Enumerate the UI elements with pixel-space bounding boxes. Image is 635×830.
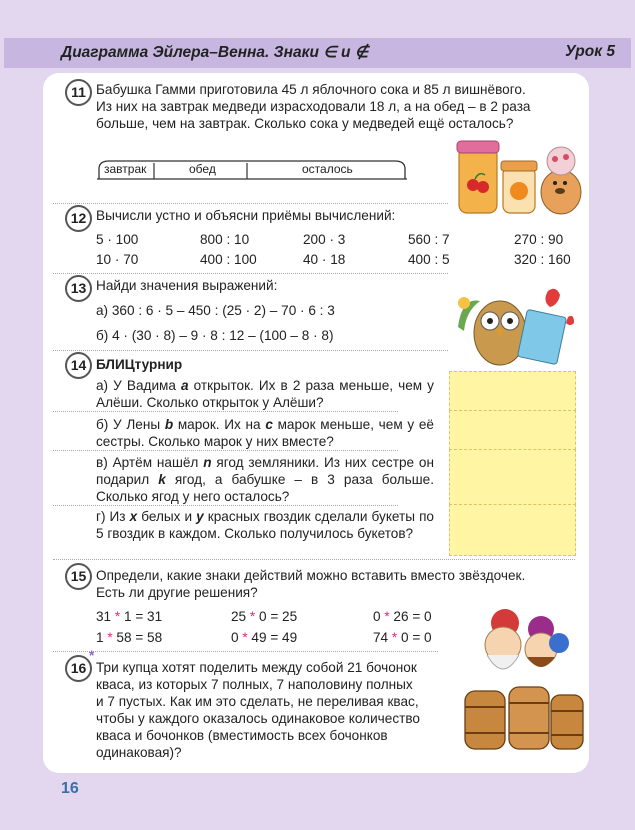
task11-line-1: Бабушка Гамми приготовила 45 л яблочного сока и 85 л вишнёвого. xyxy=(96,82,526,97)
star-placeholder: * xyxy=(114,609,121,624)
variable: b xyxy=(164,417,174,432)
variable: a xyxy=(181,378,189,393)
divider xyxy=(53,203,448,204)
task-number-16: 16 xyxy=(65,655,92,682)
task-number-11: 11 xyxy=(65,79,92,106)
task12-expr: 270 : 90 xyxy=(514,232,564,247)
page-number: 16 xyxy=(61,780,79,797)
star-placeholder: * xyxy=(391,630,398,645)
variable: k xyxy=(158,472,166,487)
star-placeholder: * xyxy=(242,630,248,645)
star-placeholder: * xyxy=(107,630,113,645)
task15-equation: 0 * 49 = 49 xyxy=(231,630,298,645)
honey-jars-illustration xyxy=(453,137,583,219)
task12-expr: 400 : 5 xyxy=(408,252,450,267)
diagram-label-lunch: обед xyxy=(189,162,216,176)
star-placeholder: * xyxy=(384,609,390,624)
diagram-label-breakfast: завтрак xyxy=(104,162,147,176)
task-number-12: 12 xyxy=(65,205,92,232)
lesson-title: Диаграмма Эйлера–Венна. Знаки ∈ и ∉ xyxy=(61,44,369,61)
lesson-header xyxy=(4,38,631,68)
task16-line-1: Три купца хотят поделить между собой 21 бочонок xyxy=(96,660,417,675)
task12-expr: 320 : 160 xyxy=(514,252,571,267)
task16-line-4: чтобы у каждого оказалось одинаковое количество xyxy=(96,711,420,726)
task12-expr: 10 · 70 xyxy=(96,252,139,267)
task12-expr: 400 : 100 xyxy=(200,252,257,267)
variable: c xyxy=(265,417,273,432)
task15-equation: 74 * 0 = 0 xyxy=(373,630,432,645)
task11-line-3: больше, чем на завтрак. Сколько сока у медведей ещё осталось? xyxy=(96,116,514,131)
task15-equation: 1 * 58 = 58 xyxy=(96,630,163,645)
task13-title: Найди значения выражений: xyxy=(96,278,278,293)
task-number-15: 15 xyxy=(65,563,92,590)
task12-expr: 5 · 100 xyxy=(96,232,139,247)
divider xyxy=(53,651,438,652)
answer-box-c xyxy=(449,449,576,505)
lesson-number: Урок 5 xyxy=(565,43,615,60)
divider xyxy=(53,273,448,274)
divider xyxy=(53,411,398,412)
task-number-13: 13 xyxy=(65,275,92,302)
divider xyxy=(53,559,575,560)
task16-line-5: кваса и бочонков (вместимость всех бочонков xyxy=(96,728,388,743)
owl-illustration xyxy=(450,287,575,367)
star-placeholder: * xyxy=(249,609,256,624)
task16-line-6: одинаковая)? xyxy=(96,745,182,760)
task14-title: БЛИЦтурнир xyxy=(96,357,183,372)
variable: x xyxy=(129,509,138,524)
task14-item-a: а) У Вадима a открыток. Их в 2 раза меньше, чем у Алёши. Сколько открыток у Алёши? xyxy=(96,378,434,410)
task12-expr: 560 : 7 xyxy=(408,232,450,247)
task14-item-b: б) У Лены b марок. Их на c марок меньше, чем у её сестры. Сколько марок у них вместе? xyxy=(96,417,434,449)
divider xyxy=(53,450,398,451)
merchants-barrels-illustration xyxy=(457,603,585,758)
divider xyxy=(53,505,398,506)
hard-task-mark: * xyxy=(89,648,95,663)
answer-box-b xyxy=(449,410,576,450)
task15-title-line-2: Есть ли другие решения? xyxy=(96,585,258,600)
task15-equation: 0 * 26 = 0 xyxy=(373,609,432,624)
task11-line-2: Из них на завтрак медведи израсходовали 18 л, а на обед – в 2 раза xyxy=(96,99,531,114)
task15-equation: 25 * 0 = 25 xyxy=(231,609,298,624)
diagram-label-remaining: осталось xyxy=(302,162,353,176)
answer-box-a xyxy=(449,371,576,411)
task12-title: Вычисли устно и объясни приёмы вычислений: xyxy=(96,208,396,223)
task13-expr-a: а) 360 : 6 · 5 – 450 : (25 · 2) – 70 · 6 : 3 xyxy=(96,303,335,318)
task13-expr-b: б) 4 · (30 · 8) – 9 · 8 : 12 – (100 – 8 · 8) xyxy=(96,328,334,343)
task16-line-2: кваса, из которых 7 полных, 7 наполовину полных xyxy=(96,677,413,692)
task15-equation: 31 * 1 = 31 xyxy=(96,609,163,624)
task16-line-3: и 7 пустых. Как им это сделать, не переливая квас, xyxy=(96,694,419,709)
variable: n xyxy=(203,455,212,470)
task-number-14: 14 xyxy=(65,352,92,379)
task12-expr: 200 · 3 xyxy=(303,232,346,247)
task12-expr: 40 · 18 xyxy=(303,252,346,267)
task12-expr: 800 : 10 xyxy=(200,232,250,247)
variable: y xyxy=(196,509,204,524)
divider xyxy=(53,350,448,351)
task14-item-c: в) Артём нашёл n ягод земляники. Из них сестре он подарил k ягод, а бабушке – в 3 раза больше. Сколько ягод у него осталось? xyxy=(96,455,434,504)
answer-box-d xyxy=(449,504,576,556)
task15-title-line-1: Определи, какие знаки действий можно вставить вместо звёздочек. xyxy=(96,568,526,583)
task14-item-d: г) Из x белых и y красных гвоздик сделали букеты по 5 гвоздик в каждом. Сколько получилось букетов? xyxy=(96,509,434,541)
